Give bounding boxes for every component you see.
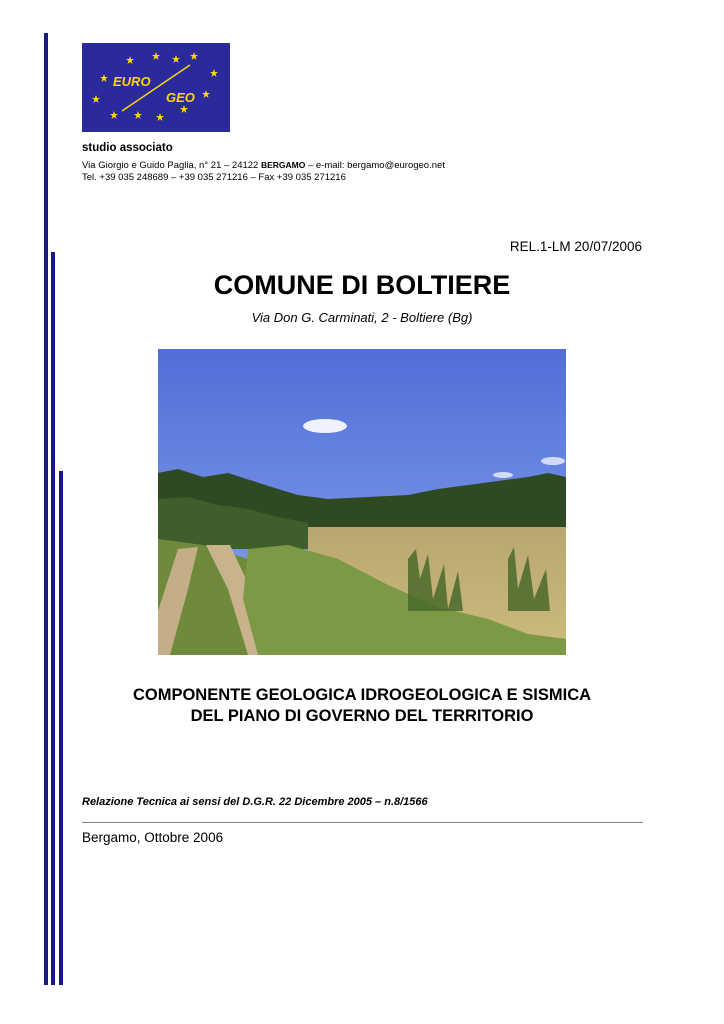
logo-text-euro: EURO [113,74,151,89]
report-ref: REL.1-LM 20/07/2006 [509,239,642,254]
eurogeo-logo [82,43,230,132]
place-date: Bergamo, Ottobre 2006 [82,830,224,845]
divider [82,822,643,823]
address-line: Via Giorgio e Guido Paglia, n° 21 – 24122 BERGAMO – e-mail: bergamo@eurogeo.net [82,160,445,171]
page-subtitle: Via Don G. Carminati, 2 - Boltiere (Bg) [251,310,473,325]
margin-bar-2 [51,252,55,985]
report-heading-line-1: COMPONENTE GEOLOGICA IDROGEOLOGICA E SISMICA [132,686,592,704]
contact-block [82,159,445,184]
margin-bar-3 [59,471,63,985]
report-heading [0,685,724,727]
margin-bar-1 [44,33,48,985]
technical-report-note: Relazione Tecnica ai sensi del D.G.R. 22 Dicembre 2005 – n.8/1566 [82,796,428,808]
report-heading-line-2: DEL PIANO DI GOVERNO DEL TERRITORIO [190,707,534,725]
page-title: COMUNE DI BOLTIERE [213,270,511,300]
landscape-photo [158,349,566,655]
studio-label: studio associato [82,142,173,154]
logo-text-geo: GEO [166,90,195,105]
phone-line: Tel. +39 035 248689 – +39 035 271216 – Fax +39 035 271216 [82,172,346,183]
